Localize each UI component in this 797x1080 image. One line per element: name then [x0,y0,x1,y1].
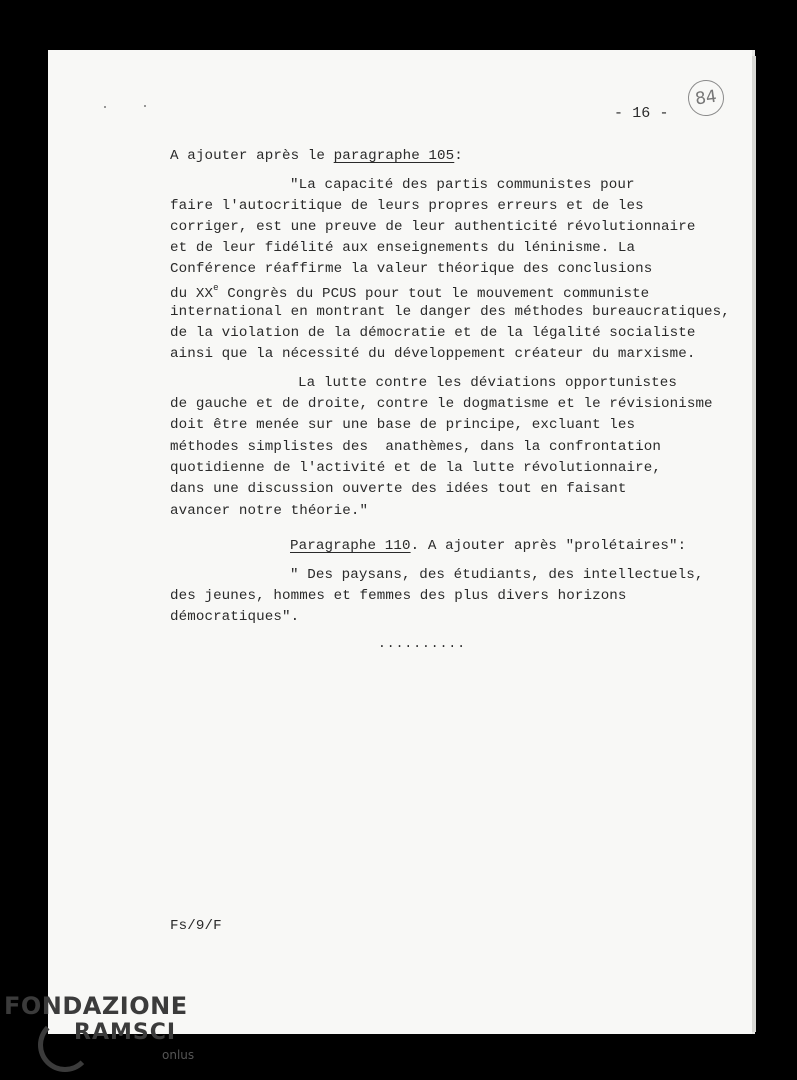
document-reference: Fs/9/F [170,918,222,934]
page-number: - 16 - [614,105,669,122]
paper-speck [144,105,146,107]
para1-line: ainsi que la nécessité du développement créateur du marxisme. [170,346,696,362]
separator-dots: .......... [378,636,467,651]
para1-line: "La capacité des partis communistes pour [290,177,635,193]
archive-number-stamp: 84 [686,78,727,119]
para1-line: international en montrant le danger des méthodes bureaucratiques, [170,304,730,320]
para2-line: La lutte contre les déviations opportunistes [298,375,678,391]
para1-line: faire l'autocritique de leurs propres erreurs et de les [170,198,644,214]
para2-line: méthodes simplistes des anathèmes, dans la confrontation [170,439,661,455]
para2-line: doit être menée sur une base de principe, excluant les [170,417,636,433]
para3-line: " Des paysans, des étudiants, des intellectuels, [290,567,704,583]
fondazione-gramsci-watermark: FONDAZIONE RAMSCI onlus [2,992,232,1072]
section2-heading: Paragraphe 110. A ajouter après "prolétaires": [290,538,687,554]
para2-line: dans une discussion ouverte des idées tout en faisant [170,481,627,497]
para1-line: et de leur fidélité aux enseignements du léninisme. La [170,240,636,256]
para2-line: avancer notre théorie." [170,503,369,519]
heading: A ajouter après le paragraphe 105: [170,148,463,164]
para1-line: du XXe Congrès du PCUS pour tout le mouvement communiste [170,283,650,302]
para2-line: quotidienne de l'activité et de la lutte révolutionnaire, [170,460,661,476]
para1-line: corriger, est une preuve de leur authenticité révolutionnaire [170,219,696,235]
para3-line: démocratiques". [170,609,300,625]
page-edge [752,56,756,1032]
para1-line: Conférence réaffirme la valeur théorique des conclusions [170,261,653,277]
para1-line: de la violation de la démocratie et de la légalité socialiste [170,325,696,341]
paper-speck [104,106,106,108]
para2-line: de gauche et de droite, contre le dogmatisme et le révisionisme [170,396,713,412]
document-page [48,50,752,1034]
para3-line: des jeunes, hommes et femmes des plus divers horizons [170,588,627,604]
